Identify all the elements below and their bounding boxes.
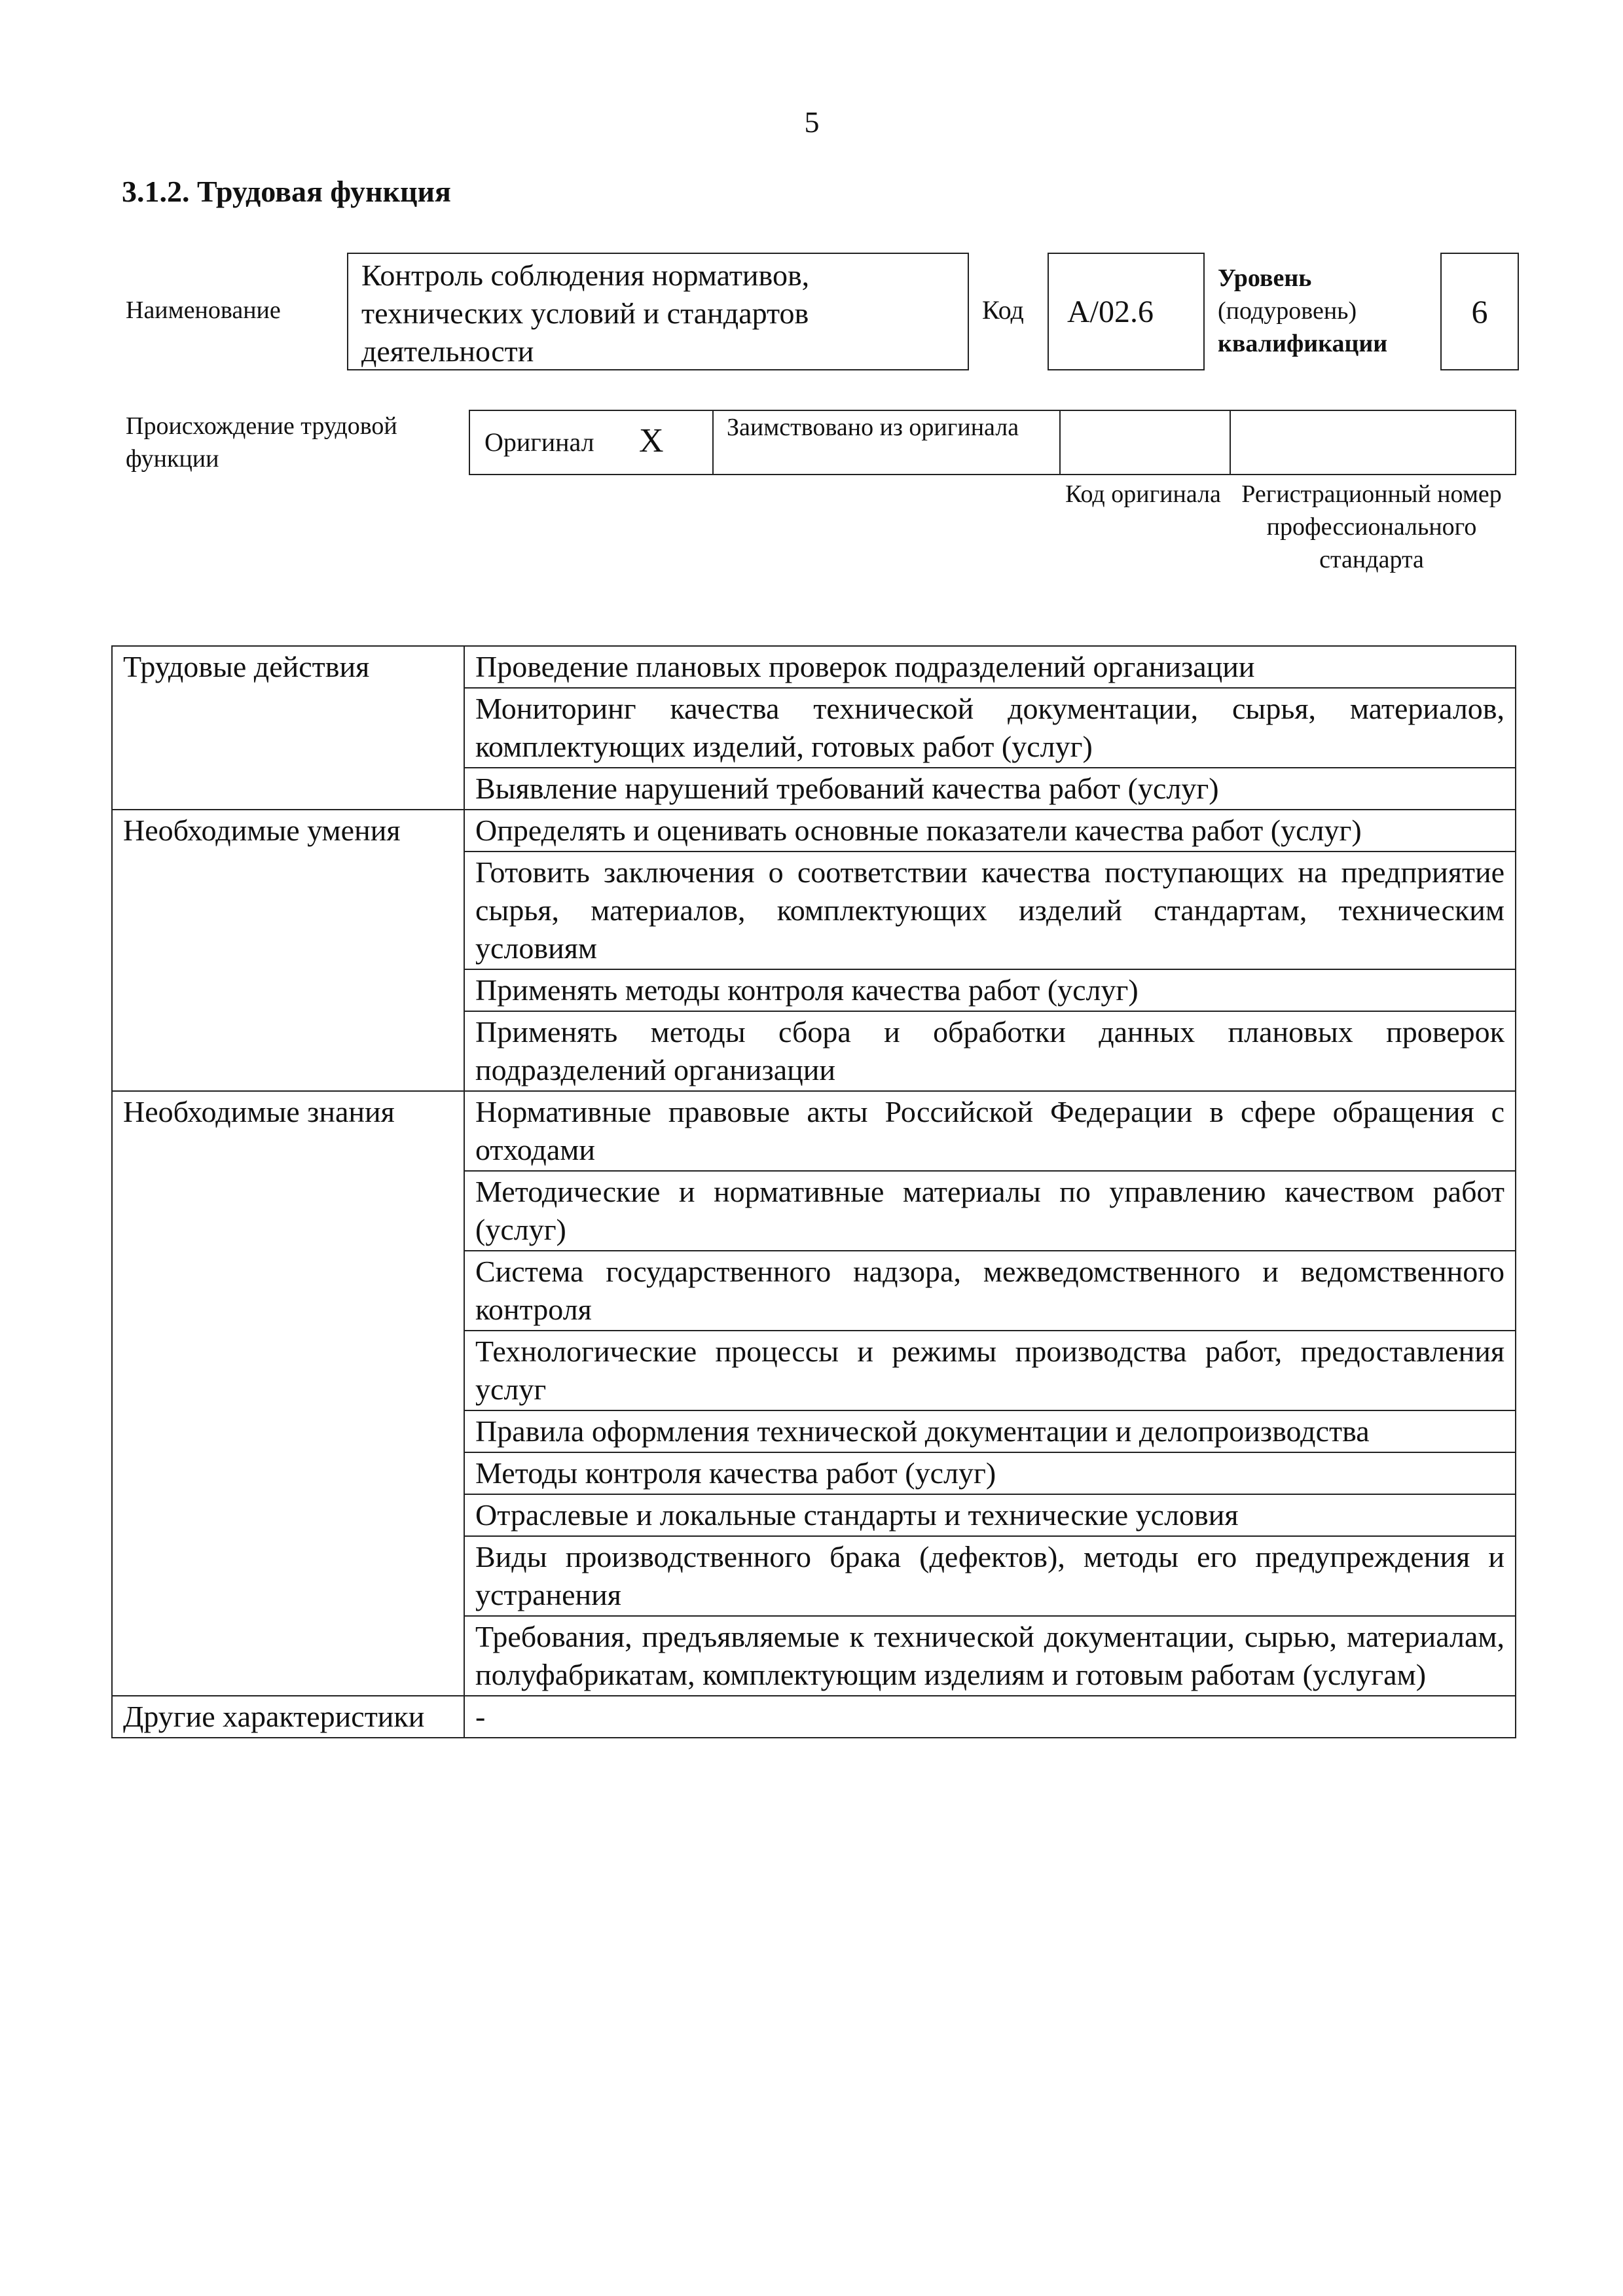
name-value: Контроль соблюдения нормативов, технических условий и стандартов деятельности — [361, 259, 810, 368]
labor-action-item: Выявление нарушений требований качества работ (услуг) — [464, 768, 1516, 810]
code-value-box — [1048, 253, 1205, 370]
level-label-line-1: Уровень — [1218, 264, 1312, 292]
skills-label: Необходимые умения — [112, 810, 464, 1091]
code-value: А/02.6 — [1067, 294, 1154, 329]
table-row — [112, 646, 1516, 688]
original-label: Оригинал — [484, 427, 594, 457]
labor-action-item: Мониторинг качества технической документации, сырья, материалов, комплектующих изделий, готовых работ (услуг) — [464, 688, 1516, 768]
level-label — [1218, 262, 1387, 360]
level-value-box — [1440, 253, 1519, 370]
knowledge-item: Отраслевые и локальные стандарты и технические условия — [464, 1494, 1516, 1536]
origin-label: Происхождение трудовой функции — [126, 412, 397, 473]
origin-row — [469, 410, 1516, 475]
skill-item: Применять методы сбора и обработки данных плановых проверок подразделений организации — [464, 1011, 1516, 1091]
page-number: 5 — [804, 105, 820, 139]
labor-action-item: Проведение плановых проверок подразделений организации — [464, 646, 1516, 688]
knowledge-item: Требования, предъявляемые к технической документации, сырью, материалам, полуфабрикатам, комплектующим изделиям и готовым работам (услугам) — [464, 1616, 1516, 1696]
borrowed-cell — [712, 411, 1059, 474]
knowledge-item: Методические и нормативные материалы по управлению качеством работ (услуг) — [464, 1171, 1516, 1251]
section-title: 3.1.2. Трудовая функция — [122, 175, 451, 208]
knowledge-item: Методы контроля качества работ (услуг) — [464, 1452, 1516, 1494]
skill-item: Определять и оценивать основные показатели качества работ (услуг) — [464, 810, 1516, 852]
labor-function-table — [111, 645, 1516, 1738]
knowledge-item: Нормативные правовые акты Российской Федерации в сфере обращения с отходами — [464, 1091, 1516, 1171]
knowledge-item: Виды производственного брака (дефектов), методы его предупреждения и устранения — [464, 1536, 1516, 1616]
level-label-line-3: квалификации — [1218, 330, 1388, 357]
knowledge-label: Необходимые знания — [112, 1091, 464, 1696]
reg-number-caption: Регистрационный номер профессионального стандарта — [1241, 480, 1502, 573]
code-original-caption: Код оригинала — [1065, 480, 1221, 508]
skill-item: Готовить заключения о соответствии качества поступающих на предприятие сырья, материалов, комплектующих изделий стандартам, техническим условиям — [464, 852, 1516, 969]
labor-actions-label: Трудовые действия — [112, 646, 464, 810]
table-row — [112, 1091, 1516, 1171]
name-label: Наименование — [126, 296, 281, 324]
original-mark: Х — [639, 422, 664, 459]
borrowed-label: Заимствовано из оригинала — [727, 414, 1019, 441]
table-row — [112, 1696, 1516, 1738]
skill-item: Применять методы контроля качества работ (услуг) — [464, 969, 1516, 1011]
code-label: Код — [982, 295, 1024, 325]
knowledge-item: Технологические процессы и режимы производства работ, предоставления услуг — [464, 1331, 1516, 1410]
level-value: 6 — [1471, 293, 1488, 330]
other-label: Другие характеристики — [112, 1696, 464, 1738]
code-original-cell — [1059, 411, 1230, 474]
knowledge-item: Система государственного надзора, межведомственного и ведомственного контроля — [464, 1251, 1516, 1331]
reg-number-cell — [1230, 411, 1516, 474]
table-row — [112, 810, 1516, 852]
name-value-box — [347, 253, 969, 370]
knowledge-item: Правила оформления технической документации и делопроизводства — [464, 1410, 1516, 1452]
level-label-line-2: (подуровень) — [1218, 297, 1357, 325]
other-value: - — [464, 1696, 1516, 1738]
